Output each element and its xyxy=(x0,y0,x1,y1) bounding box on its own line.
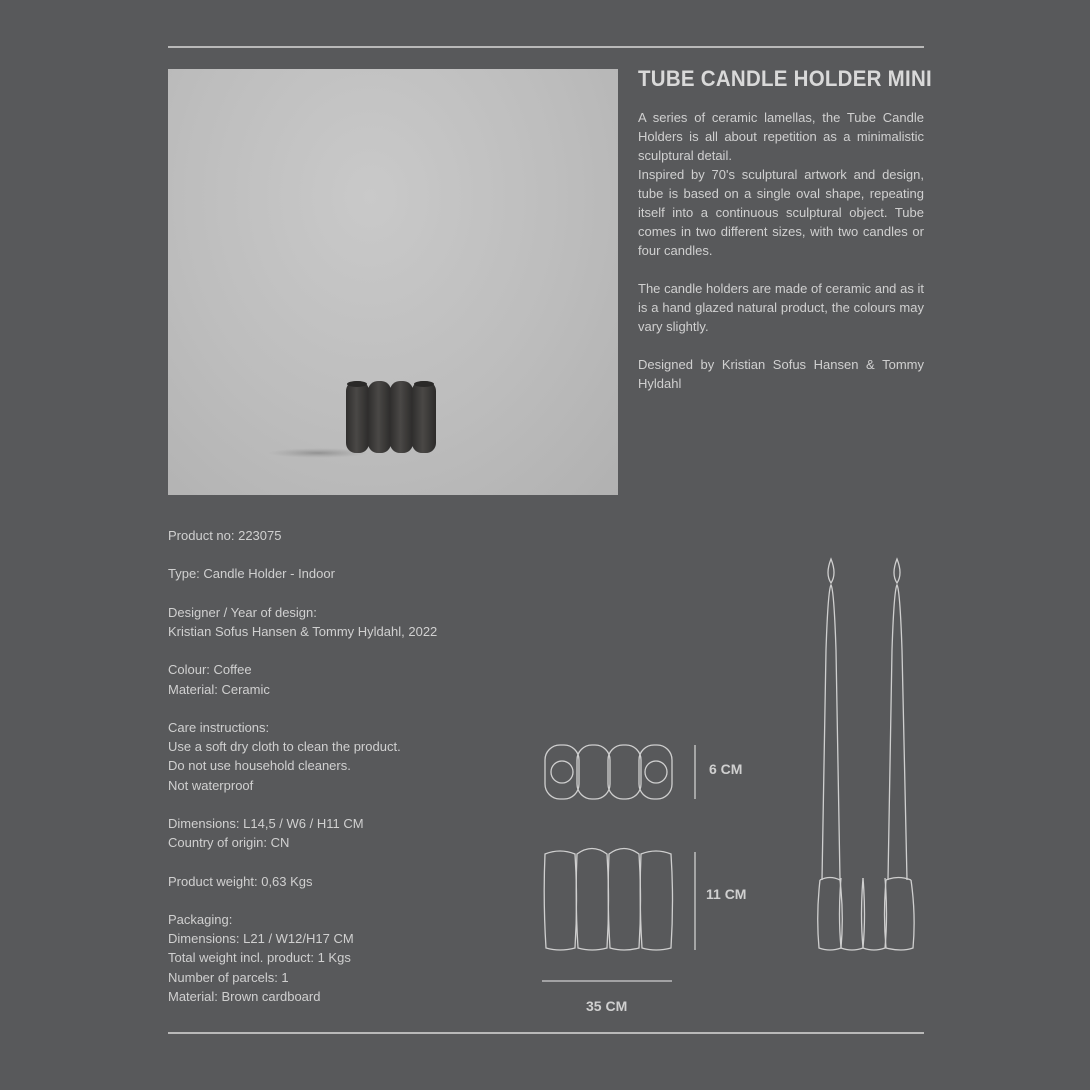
candle-left xyxy=(822,559,840,880)
bottom-divider xyxy=(168,1032,924,1034)
candle-right xyxy=(888,559,907,880)
packaging-weight: Total weight incl. product: 1 Kgs xyxy=(168,950,351,966)
top-view-outline xyxy=(545,745,672,799)
designer-credit: Designed by Kristian Sofus Hansen & Tommy Hyldahl xyxy=(638,357,924,391)
packaging-dimensions: Dimensions: L21 / W12/H17 CM xyxy=(168,931,354,947)
designer-value: Kristian Sofus Hansen & Tommy Hyldahl, 2022 xyxy=(168,623,438,639)
product-description xyxy=(638,108,924,393)
product-type: Type: Candle Holder - Indoor xyxy=(168,566,335,582)
country-of-origin: Country of origin: CN xyxy=(168,835,290,851)
product-dimensions: Dimensions: L14,5 / W6 / H11 CM xyxy=(168,815,364,831)
care-instruction: Do not use household cleaners. xyxy=(168,758,351,774)
description-paragraph: A series of ceramic lamellas, the Tube Candle Holders is all about repetition as a minimalistic sculptural detail. xyxy=(638,110,924,163)
front-view-outline xyxy=(544,849,672,951)
front-dimension-label: 11 CM xyxy=(706,886,747,902)
description-paragraph: The candle holders are made of ceramic and as it is a hand glazed natural product, the colours may vary slightly. xyxy=(638,281,924,334)
care-instruction: Not waterproof xyxy=(168,777,254,793)
spec-list xyxy=(168,526,528,1025)
product-weight: Product weight: 0,63 Kgs xyxy=(168,873,313,889)
side-view-outline xyxy=(818,878,914,951)
packaging-material: Material: Brown cardboard xyxy=(168,988,321,1004)
colour: Colour: Coffee xyxy=(168,662,252,678)
parcel-count: Number of parcels: 1 xyxy=(168,969,289,985)
care-instruction: Use a soft dry cloth to clean the product. xyxy=(168,739,401,755)
product-title: TUBE CANDLE HOLDER MINI xyxy=(638,66,932,91)
packaging-label: Packaging: xyxy=(168,911,233,927)
width-dimension-label: 35 CM xyxy=(586,998,628,1014)
top-divider xyxy=(168,46,924,48)
product-photo xyxy=(168,69,618,495)
care-label: Care instructions: xyxy=(168,719,270,735)
description-paragraph: Inspired by 70's sculptural artwork and design, tube is based on a single oval shape, repeating itself into a continuous sculptural object. Tube comes in two different sizes, with two candles or four candles. xyxy=(638,167,924,258)
top-dimension-label: 6 CM xyxy=(709,761,743,777)
product-number: Product no: 223075 xyxy=(168,528,282,543)
material: Material: Ceramic xyxy=(168,681,270,697)
designer-label: Designer / Year of design: xyxy=(168,604,317,620)
candle-holder-image xyxy=(168,69,618,495)
